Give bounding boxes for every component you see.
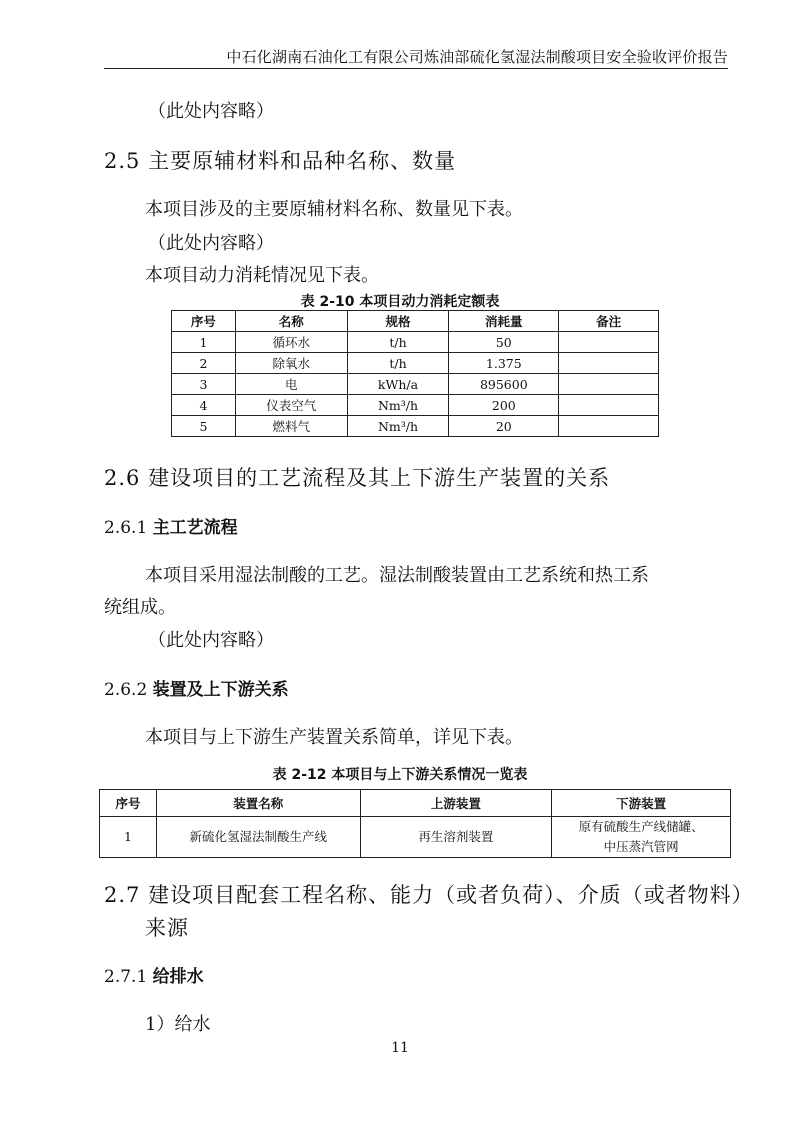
table-row — [172, 353, 659, 374]
table-2-12-caption: 表 2-12 本项目与上下游关系情况一览表 — [272, 767, 528, 783]
table-cell: 电 — [235, 374, 347, 395]
paragraph-2-6-1-line-1: 本项目采用湿法制酸的工艺。湿法制酸装置由工艺系统和热工系 — [145, 565, 649, 586]
table-cell — [559, 353, 659, 374]
section-number: 2.6.2 — [104, 680, 148, 700]
table-row — [172, 395, 659, 416]
power-consumption-table — [171, 310, 659, 437]
table-row — [100, 817, 731, 858]
section-2-6-1-heading — [104, 520, 238, 537]
table-cell: t/h — [347, 332, 449, 353]
list-item-water-supply: 1）给水 — [145, 1014, 211, 1035]
table-cell: kWh/a — [347, 374, 449, 395]
table-cell: Nm³/h — [347, 395, 449, 416]
section-title: 装置及上下游关系 — [152, 680, 289, 700]
table-cell: Nm³/h — [347, 416, 449, 437]
page-header-title: 中石化湖南石油化工有限公司炼油部硫化氢湿法制酸项目安全验收评价报告 — [226, 48, 728, 66]
section-number: 2.7.1 — [104, 967, 148, 987]
section-number: 2.6.1 — [104, 518, 148, 538]
column-header: 消耗量 — [449, 311, 559, 332]
paragraph-2-6-2: 本项目与上下游生产装置关系简单，详见下表。 — [145, 727, 523, 748]
header-divider — [104, 68, 728, 69]
omitted-note-2: （此处内容略） — [148, 233, 274, 254]
paragraph-2-5-b: 本项目动力消耗情况见下表。 — [145, 265, 379, 286]
column-header: 装置名称 — [156, 790, 360, 817]
table-cell: 1 — [172, 332, 236, 353]
table-cell: 新硫化氢湿法制酸生产线 — [156, 817, 360, 858]
column-header: 规格 — [347, 311, 449, 332]
table-cell: 循环水 — [235, 332, 347, 353]
table-cell: 仪表空气 — [235, 395, 347, 416]
table-cell: 2 — [172, 353, 236, 374]
table-cell: 200 — [449, 395, 559, 416]
table-cell — [559, 332, 659, 353]
omitted-note-1: （此处内容略） — [148, 101, 274, 122]
paragraph-2-5-a: 本项目涉及的主要原辅材料名称、数量见下表。 — [145, 199, 523, 220]
section-2-7-1-heading — [104, 969, 204, 986]
cell-line: 中压蒸汽管网 — [603, 839, 679, 854]
table-row — [172, 332, 659, 353]
table-cell: 3 — [172, 374, 236, 395]
section-2-6-heading: 2.6 建设项目的工艺流程及其上下游生产装置的关系 — [104, 466, 611, 490]
table-header-row — [172, 311, 659, 332]
column-header: 序号 — [172, 311, 236, 332]
section-2-6-2-heading — [104, 682, 289, 699]
section-title: 给排水 — [152, 967, 204, 987]
omitted-note-3: （此处内容略） — [148, 630, 274, 651]
table-cell: 4 — [172, 395, 236, 416]
table-cell — [559, 416, 659, 437]
table-cell: 除氧水 — [235, 353, 347, 374]
table-2-10-caption: 表 2-10 本项目动力消耗定额表 — [300, 294, 500, 310]
table-cell — [559, 395, 659, 416]
column-header: 序号 — [100, 790, 157, 817]
table-row — [172, 416, 659, 437]
table-cell: t/h — [347, 353, 449, 374]
table-cell: 燃料气 — [235, 416, 347, 437]
page-number: 11 — [391, 1040, 409, 1056]
section-title: 主工艺流程 — [152, 518, 238, 538]
table-cell: 1.375 — [449, 353, 559, 374]
column-header: 备注 — [559, 311, 659, 332]
table-cell: 20 — [449, 416, 559, 437]
column-header: 上游装置 — [360, 790, 552, 817]
table-cell — [559, 374, 659, 395]
column-header: 下游装置 — [552, 790, 731, 817]
table-cell: 50 — [449, 332, 559, 353]
cell-line: 原有硫酸生产线储罐、 — [578, 819, 704, 834]
section-2-5-heading: 2.5 主要原辅材料和品种名称、数量 — [104, 149, 457, 173]
upstream-downstream-table — [99, 789, 731, 858]
section-2-7-heading-line-2: 来源 — [145, 916, 189, 940]
table-cell: 895600 — [449, 374, 559, 395]
paragraph-2-6-1-line-2: 统组成。 — [104, 597, 176, 618]
table-cell: 5 — [172, 416, 236, 437]
column-header: 名称 — [235, 311, 347, 332]
table-cell: 1 — [100, 817, 157, 858]
table-cell: 再生溶剂装置 — [360, 817, 552, 858]
table-cell — [552, 817, 731, 858]
table-header-row — [100, 790, 731, 817]
table-row — [172, 374, 659, 395]
section-2-7-heading-line-1: 2.7 建设项目配套工程名称、能力（或者负荷）、介质（或者物料） — [104, 883, 754, 907]
